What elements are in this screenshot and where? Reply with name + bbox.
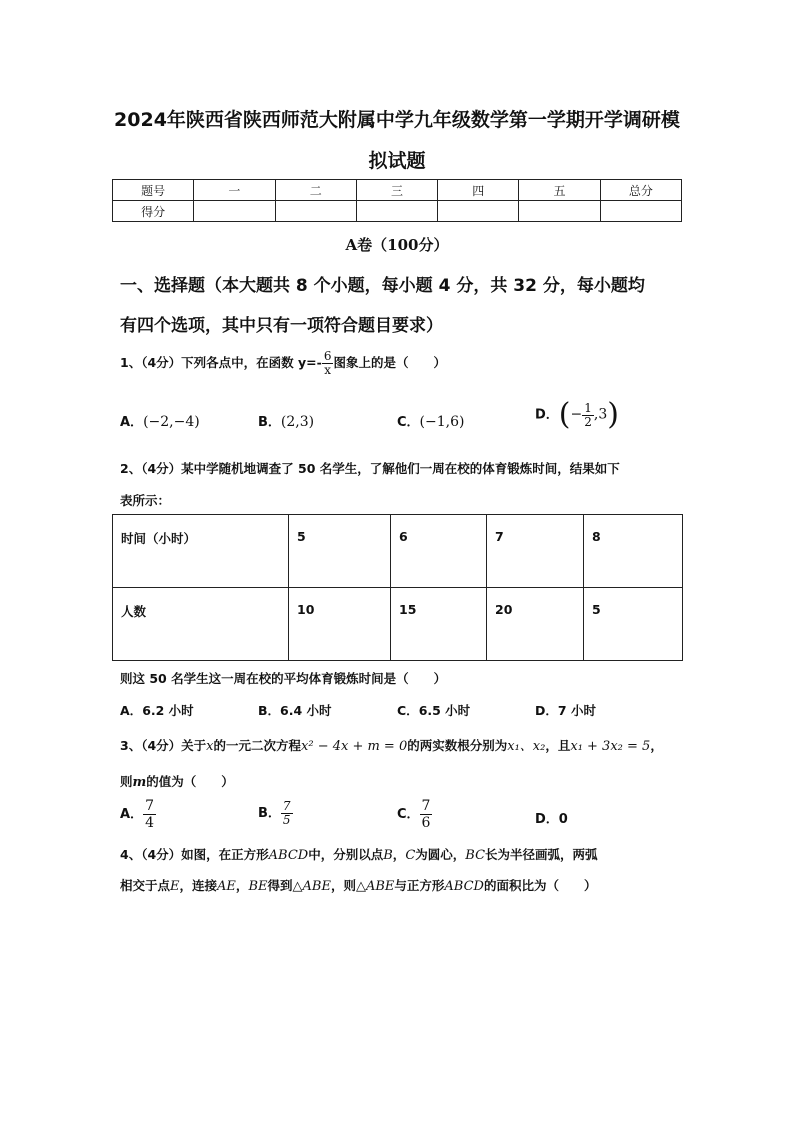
q2-option-c[interactable] (397, 701, 470, 719)
q1-option-c[interactable] (397, 411, 464, 430)
option-label: D． (535, 812, 559, 827)
q4-math: B (383, 848, 393, 863)
exercise-time-table (112, 514, 683, 661)
q3-text: 的两实数根分别为 (407, 738, 508, 753)
option-value: 6.5 小时 (418, 703, 471, 718)
q1-option-a[interactable] (120, 411, 200, 430)
q1-d-fraction (582, 402, 594, 429)
question-2-prompt: 则这 50 名学生这一周在校的平均体育锻炼时间是（ ） (120, 671, 447, 686)
q3-roots: x₁、x₂ (507, 739, 546, 754)
option-label: B． (258, 806, 281, 821)
option-value: 6.2 小时 (142, 703, 194, 718)
table-cell: 6 (391, 515, 487, 588)
q2-option-a[interactable] (120, 701, 194, 719)
score-cell: 五 (519, 180, 600, 201)
score-cell: 题号 (113, 180, 194, 201)
score-cell: 总分 (600, 180, 681, 201)
table-cell: 时间（小时） (113, 515, 289, 588)
q4-text: ，连接 (179, 878, 218, 893)
q3-text: 3、（4分）关于 (120, 738, 207, 753)
option-value: 0 (558, 812, 568, 827)
frac-den: 6 (421, 815, 431, 831)
table-cell: 10 (289, 588, 391, 661)
option-label: C． (397, 807, 420, 822)
question-4-line2 (120, 876, 596, 894)
frac-num: 7 (145, 798, 154, 814)
question-2-line1: 2、（4分）某中学随机地调查了 50 名学生，了解他们一周在校的体育锻炼时间，结果如下 (120, 461, 620, 476)
table-cell: 人数 (113, 588, 289, 661)
option-value: (2,3) (280, 414, 315, 430)
question-3-line1 (120, 735, 663, 754)
q3-option-b[interactable] (258, 800, 293, 827)
q4-math: ABCD (444, 879, 484, 894)
option-label: C． (397, 703, 419, 718)
option-value: (−1,6) (419, 414, 465, 430)
q4-math: AE (217, 879, 236, 894)
q4-math: E (170, 879, 180, 894)
q4-text: 与正方形 (394, 878, 445, 893)
score-entry-cell (519, 201, 600, 222)
q3-text: ，且 (545, 738, 571, 753)
option-label: B． (258, 415, 281, 430)
table-cell: 7 (487, 515, 584, 588)
score-entry-cell (275, 201, 356, 222)
q2-option-d[interactable] (535, 701, 596, 719)
option-value: 7 小时 (557, 703, 596, 718)
q4-text: 长为半径画弧，两弧 (485, 847, 598, 862)
score-entry-cell (356, 201, 437, 222)
table-cell: 20 (487, 588, 584, 661)
table-cell: 8 (584, 515, 683, 588)
q1-frac-den: x (324, 363, 332, 377)
q4-math: C (405, 848, 416, 863)
score-row-label: 得分 (113, 201, 194, 222)
table-row (113, 588, 683, 661)
q4-text: 为圆心， (415, 847, 466, 862)
question-1 (120, 350, 446, 377)
question-2-line2: 表所示： (120, 493, 171, 508)
score-cell: 一 (194, 180, 275, 201)
q3-var-m: m (132, 775, 147, 790)
option-label: D． (535, 703, 558, 718)
score-table-score-row (113, 201, 682, 222)
q3-option-d[interactable] (535, 808, 568, 827)
q4-text: ， (235, 878, 249, 893)
option-value: 6.4 小时 (280, 703, 332, 718)
q3-text: 的一元二次方程 (213, 738, 302, 753)
q3-var-x: x (206, 739, 214, 754)
q4-text: 的面积比为（ ） (483, 878, 597, 893)
q3-text: 则 (120, 774, 133, 789)
frac-num: 7 (282, 799, 291, 813)
option-value-rest: ,3 (593, 406, 608, 423)
table-cell: 5 (584, 588, 683, 661)
q3-equation: x² − 4x + m = 0 (301, 739, 408, 754)
option-fraction (143, 798, 156, 831)
option-fraction (420, 798, 433, 831)
q4-math: △ABE (292, 879, 331, 894)
score-cell: 三 (356, 180, 437, 201)
close-paren: ) (607, 397, 619, 432)
q4-math: ABCD (268, 848, 309, 863)
q4-text: 相交于点 (120, 878, 171, 893)
table-row (113, 515, 683, 588)
option-label: A． (120, 807, 144, 822)
q4-text: 得到 (267, 878, 293, 893)
score-cell: 四 (438, 180, 519, 201)
q1-option-b[interactable] (258, 411, 314, 430)
q3-text: 的值为（ ） (146, 774, 234, 789)
volume-heading: A卷（100分） (345, 236, 449, 254)
frac-den: 2 (584, 414, 592, 429)
q4-math: △ABE (355, 879, 395, 894)
q1-prefix: 1、（4分）下列各点中，在函数 y=- (120, 355, 322, 370)
score-entry-cell (194, 201, 275, 222)
table-cell: 5 (289, 515, 391, 588)
option-label: A． (120, 415, 144, 430)
frac-num: 1 (584, 400, 592, 415)
option-label: B． (258, 703, 281, 718)
exam-title-line2: 拟试题 (368, 150, 426, 172)
q3-text: ， (650, 738, 663, 753)
q1-suffix: 图象上的是（ ） (333, 355, 446, 370)
q4-math: BC (465, 848, 486, 863)
option-value-sign: − (570, 406, 583, 423)
q4-text: ，则 (330, 878, 356, 893)
score-table-header-row (113, 180, 682, 201)
q1-fraction (322, 350, 334, 377)
option-label: C． (397, 415, 420, 430)
q3-option-a[interactable] (120, 798, 156, 831)
q4-text: ， (392, 847, 406, 862)
option-value: (−2,−4) (143, 414, 200, 430)
exam-title-line1: 2024年陕西省陕西师范大附属中学九年级数学第一学期开学调研模 (114, 109, 680, 131)
q1-option-d[interactable] (535, 397, 619, 432)
score-entry-cell (438, 201, 519, 222)
option-label: D． (535, 407, 559, 423)
section1-heading-line2: 有四个选项，其中只有一项符合题目要求） (120, 316, 443, 336)
q4-text: 4、（4分）如图，在正方形 (120, 847, 269, 862)
question-3-line2 (120, 772, 234, 790)
option-label: A． (120, 703, 143, 718)
option-fraction (281, 800, 293, 827)
q3-condition: x₁ + 3x₂ = 5 (570, 739, 651, 754)
q3-option-c[interactable] (397, 798, 432, 831)
q4-math: BE (248, 879, 268, 894)
score-table (112, 179, 682, 222)
table-cell: 15 (391, 588, 487, 661)
score-cell: 二 (275, 180, 356, 201)
open-paren: ( (558, 397, 571, 432)
score-entry-cell (600, 201, 681, 222)
q1-frac-num: 6 (323, 349, 332, 363)
frac-num: 7 (421, 798, 431, 814)
frac-den: 5 (282, 813, 291, 827)
frac-den: 4 (145, 815, 154, 831)
question-4-line1 (120, 845, 598, 863)
q2-option-b[interactable] (258, 701, 332, 719)
section1-heading-line1: 一、选择题（本大题共 8 个小题，每小题 4 分，共 32 分，每小题均 (120, 276, 645, 296)
q4-text: 中，分别以点 (308, 847, 384, 862)
